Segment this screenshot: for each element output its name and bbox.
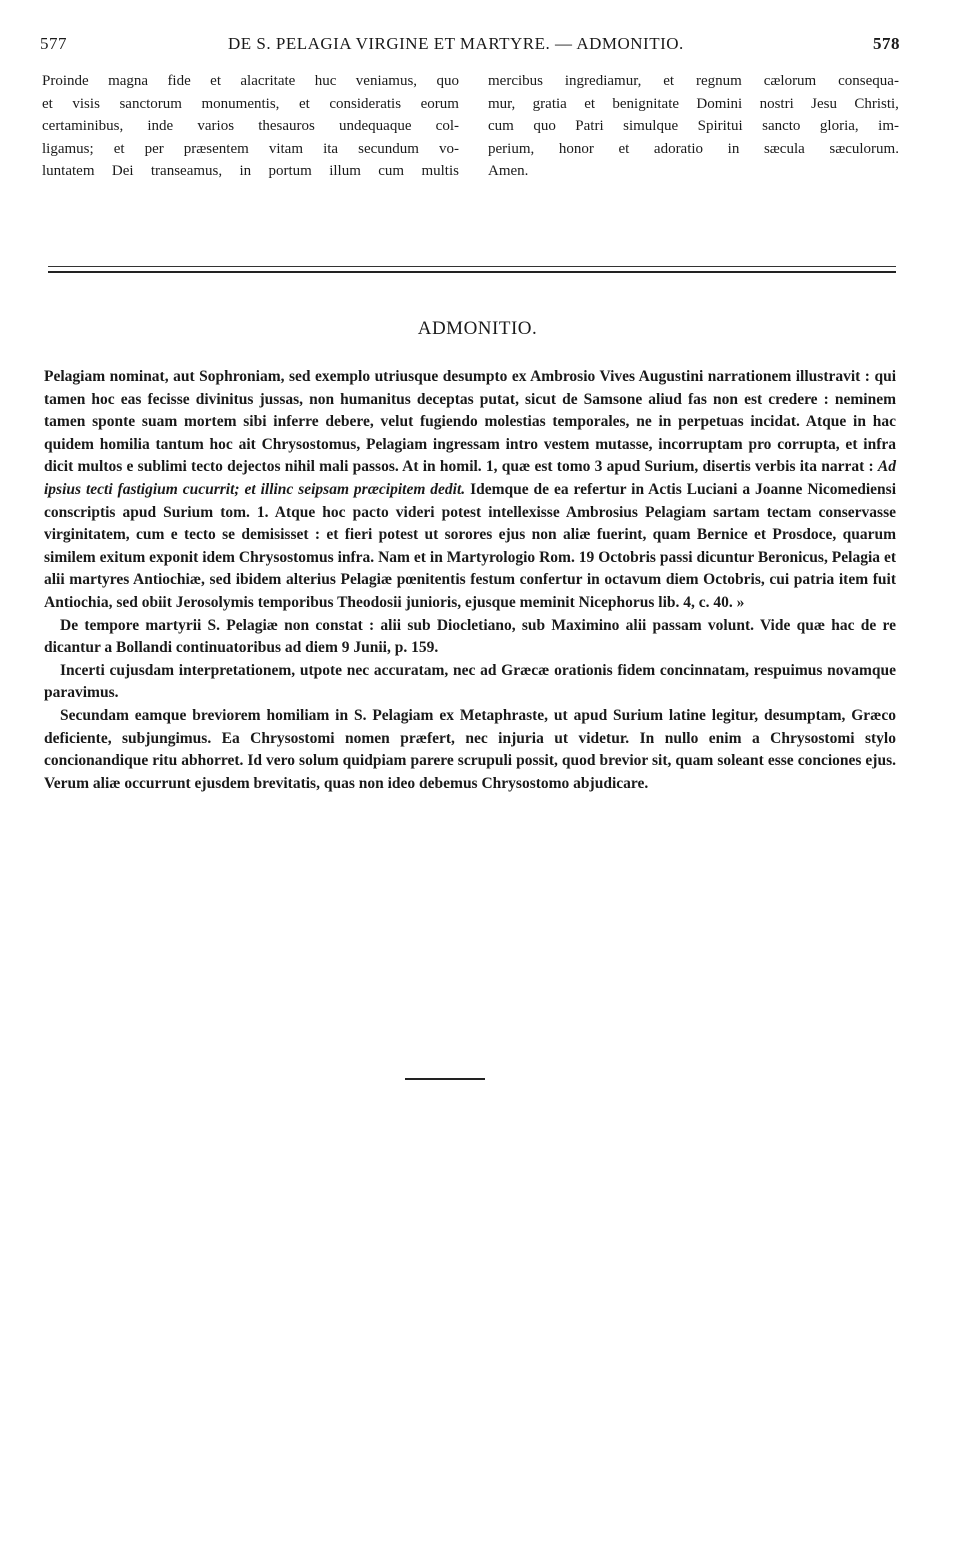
column-word: monumentis,	[201, 95, 280, 112]
column-word: et	[618, 140, 630, 157]
admonitio-body	[44, 366, 896, 795]
column-word: visis	[72, 95, 100, 112]
column-word: nostri	[759, 95, 794, 112]
column-word: quo	[533, 118, 556, 135]
column-word: honor	[558, 140, 594, 157]
column-word: sæcula	[763, 140, 805, 157]
column-word: cum	[378, 163, 405, 180]
column-word: portum	[268, 163, 312, 180]
column-line	[488, 70, 899, 93]
column-word: gloria,	[819, 118, 859, 135]
column-word: Dei	[111, 163, 134, 180]
column-word: inde	[147, 118, 174, 135]
paragraph-4: Secundam eamque breviorem homiliam in S. Pelagiam ex Metaphraste, ut apud Surium latine legitur, desumptam, Græco deficiente, subjungimus. Ea Chrysostomi nomen præfert, nec injuria ut videtur. In nullo enim a Chrysostomi stylo concionandique ritu abhorret. Id vero solum quidpiam parere scrupuli possit, quod brevior sit, quam soleant esse conciones ejus. Verum aliæ occurrunt ejusdem brevitatis, quas non ideo debemus Chrysostomo abjudicare.	[44, 706, 896, 792]
column-word: Spiritui	[697, 118, 743, 135]
column-word: mercibus	[488, 73, 543, 89]
column-word: veniamus,	[355, 73, 418, 89]
column-word: huc	[314, 73, 337, 89]
column-word: vitam	[268, 140, 304, 157]
column-line	[488, 93, 899, 116]
column-word: regnum	[696, 73, 742, 89]
column-word: undequaque	[339, 118, 412, 135]
page-number-right: 578	[873, 34, 900, 53]
section-divider	[48, 266, 896, 273]
paragraph-1-text-a: Pelagiam nominat, aut Sophroniam, sed exemplo utriusque desumpto ex Ambrosio Vives Augustini narrationem illustravit : qui tamen hoc eas fecisse divinitus jussas, non humanitus deceptas putat, sicut de Samsone aliud fas non est credere : neminem tamen sponte suam mortem sibi inferre debere, velut fugiendo molestias temporales, ne in perpetuas incidat. Atque in hac quidem homilia tantum hoc ait Chrysostomus, Pelagiam ingressam intro vestem mutasse, incorruptam pro corrupta, et infra dicit multos e sublimi tecto dejectos nihil mali passos. At in homil. 1, quæ est tomo 3 apud Surium, disertis verbis ita narrat :	[44, 368, 896, 476]
column-word: thesauros	[258, 118, 315, 135]
column-word: illum	[329, 163, 361, 180]
column-word: in	[239, 163, 252, 180]
column-word: Proinde	[42, 73, 89, 89]
column-word: luntatem	[42, 163, 95, 180]
section-title: ADMONITIO.	[417, 318, 538, 339]
running-header	[40, 34, 900, 60]
column-word: transeamus,	[150, 163, 223, 180]
right-column	[488, 70, 899, 183]
column-word: multis	[421, 163, 459, 180]
column-word: alacritate	[240, 73, 296, 89]
column-word: et	[113, 140, 125, 157]
column-word: certaminibus,	[42, 118, 124, 135]
column-word: col-	[435, 118, 459, 135]
column-word: cælorum	[763, 73, 817, 89]
column-word: fide	[167, 73, 191, 89]
paragraph-1-text-b: Idemque de ea refertur in Actis Luciani a Joanne Nicomediensi conscriptis apud Surium tom. 1. Atque hoc pacto videri potest intellexisse Ambrosius Pelagiam sartam tectam conservasse virginitatem, cum e tecto se demisisset : et fieri potest ut sorores ejus non aliæ fuerint, quam Bernice et Prosdoce, quarum similem exitum exponit idem Chrysostomus infra. Nam et in Martyrologio Rom. 19 Octobris passi dicuntur Beronicus, Pelagia et alii martyres Antiochiæ, sed ibidem alterius Pelagiæ pœnitentis festum confertur in octavum diem Octobris, cui patria item fuit Antiochia, sed obiit Jerosolymis temporibus Theodosii junioris, ejusque meminit Nicephorus lib. 4, c. 40. »	[44, 480, 896, 611]
column-word: vo-	[438, 140, 459, 157]
left-column	[42, 70, 459, 183]
column-word: simulque	[623, 118, 679, 135]
column-line	[488, 138, 899, 161]
column-word: magna	[108, 73, 149, 89]
column-line	[42, 93, 459, 116]
column-line: Amen.	[488, 163, 529, 180]
column-line	[42, 160, 459, 183]
column-word: et	[299, 95, 310, 112]
column-word: adoratio	[653, 140, 704, 157]
column-word: consequa-	[838, 73, 899, 89]
column-word: consideratis	[329, 95, 402, 112]
quotation: Ad ipsius tecti fastigium cucurrit; et illinc seipsam præcipitem dedit.	[44, 458, 896, 498]
column-word: et	[584, 95, 596, 112]
column-word: gratia	[532, 95, 567, 112]
paragraph-1	[44, 366, 896, 615]
paragraph-3: Incerti cujusdam interpretationem, utpote nec accuratam, nec ad Græcæ orationis fidem concinnatam, respuimus novamque paravimus.	[44, 661, 896, 702]
column-word: et	[663, 73, 675, 89]
column-word: præsentem	[183, 140, 249, 157]
column-word: eorum	[420, 95, 459, 112]
column-word: secundum	[358, 140, 419, 157]
column-word: varios	[197, 118, 235, 135]
column-word: ligamus;	[42, 140, 94, 157]
column-word: perium,	[488, 140, 535, 157]
column-line	[42, 138, 459, 161]
column-word: sanctorum	[119, 95, 182, 112]
column-word: im-	[878, 118, 899, 135]
column-line	[488, 115, 899, 138]
column-word: cum	[488, 118, 514, 135]
end-rule	[405, 1078, 485, 1080]
column-word: Jesu	[811, 95, 837, 112]
running-title: DE S. PELAGIA VIRGINE ET MARTYRE. — ADMONITIO.	[228, 34, 684, 53]
column-line	[42, 115, 459, 138]
column-word: Patri	[575, 118, 604, 135]
column-word: sancto	[762, 118, 801, 135]
column-word: ita	[323, 140, 339, 157]
column-word: ingrediamur,	[564, 73, 642, 89]
column-word: et	[42, 95, 53, 112]
column-word: mur,	[488, 95, 516, 112]
column-word: et	[210, 73, 221, 89]
column-line	[42, 70, 459, 93]
column-word: Domini	[696, 95, 743, 112]
paragraph-2: De tempore martyrii S. Pelagiæ non constat : alii sub Diocletiano, sub Maximino alii passam volunt. Vide quæ hac de re dicantur a Bollandi continuatoribus ad diem 9 Junii, p. 159.	[44, 616, 896, 657]
column-word: per	[144, 140, 164, 157]
column-word: sæculorum.	[829, 140, 899, 157]
page-number-left: 577	[40, 34, 67, 53]
column-word: in	[727, 140, 740, 157]
column-word: benignitate	[612, 95, 680, 112]
column-word: quo	[436, 73, 459, 89]
column-word: Christi,	[854, 95, 899, 112]
